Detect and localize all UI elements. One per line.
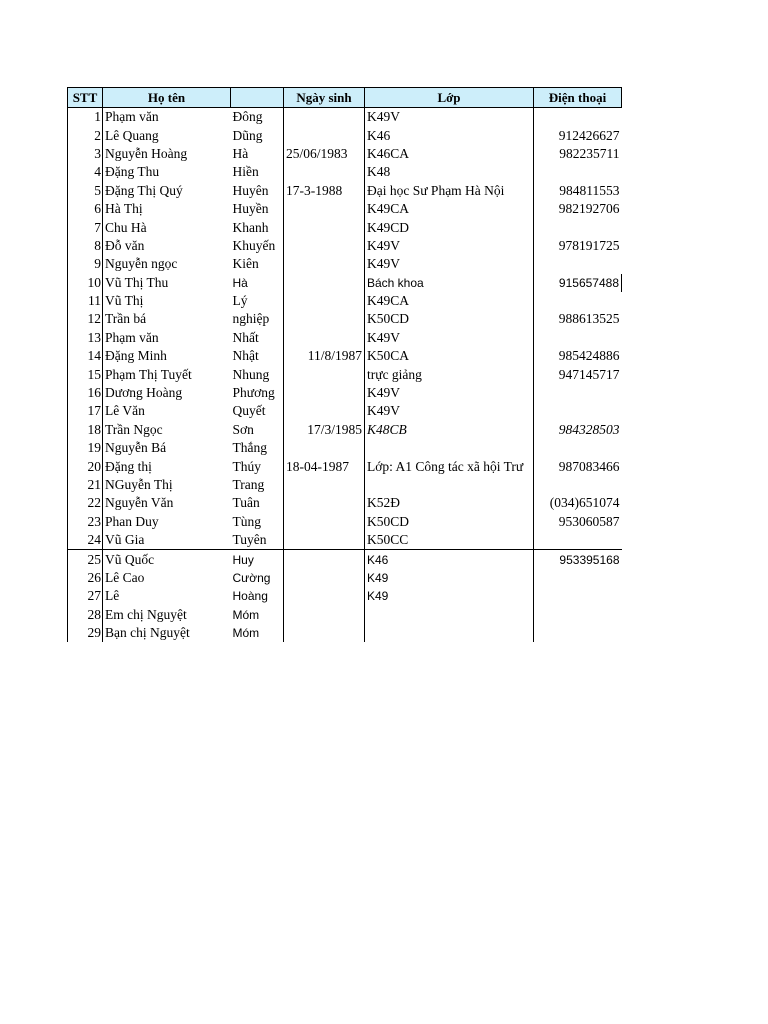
- row-ho: Nguyễn Hoàng: [105, 145, 188, 161]
- row-ten: Đông: [231, 108, 284, 127]
- row-lop: K46: [365, 126, 534, 144]
- row-ten: Quyết: [231, 402, 284, 420]
- row-ten: Hà: [231, 274, 284, 292]
- table-row: [68, 200, 622, 218]
- row-stt: 6: [68, 200, 103, 218]
- row-ngay-sinh: 11/8/1987: [284, 347, 365, 365]
- row-stt: 8: [68, 237, 103, 255]
- row-ten: Nhất: [231, 329, 284, 347]
- row-stt: 20: [68, 457, 103, 475]
- row-ngay-sinh: 17-3-1988: [284, 182, 365, 200]
- row-dien-thoai: 984811553: [559, 182, 620, 198]
- row-lop: K50CD: [365, 513, 534, 531]
- row-lop: K50CA: [365, 347, 534, 365]
- row-ngay-sinh: [284, 274, 365, 292]
- row-ngay-sinh: [284, 126, 365, 144]
- row-lop: K52Đ: [365, 494, 534, 512]
- table-row: [68, 126, 622, 144]
- table-row: [68, 476, 622, 494]
- table-row: [68, 145, 622, 163]
- row-stt: 27: [68, 587, 103, 605]
- row-ngay-sinh: [284, 531, 365, 550]
- row-lop: K49CA: [365, 200, 534, 218]
- row-stt: 10: [68, 274, 103, 292]
- row-lop: K46: [365, 550, 534, 569]
- table-row: [68, 421, 622, 439]
- table-row: [68, 457, 622, 475]
- row-dien-thoai: 953060587: [558, 513, 620, 529]
- row-lop: K49V: [365, 329, 534, 347]
- row-lop: K49CA: [365, 292, 534, 310]
- header-stt: STT: [68, 88, 103, 108]
- row-stt: 28: [68, 606, 103, 624]
- row-ho: NGuyễn Thị: [105, 477, 173, 492]
- row-lop: K48CB: [365, 421, 534, 439]
- row-ho: Vũ Thị Thu: [105, 274, 169, 290]
- row-ten: Dũng: [231, 126, 284, 144]
- row-stt: 21: [68, 476, 103, 494]
- row-lop: K49V: [365, 255, 534, 273]
- row-ho: Đỗ văn: [105, 237, 145, 253]
- row-ten: Tùng: [231, 513, 284, 531]
- row-stt: 23: [68, 513, 103, 531]
- row-lop: K49V: [365, 237, 534, 255]
- table-row: [68, 274, 622, 292]
- row-ten: Móm: [231, 624, 284, 642]
- row-dien-thoai: 984328503: [558, 421, 620, 437]
- row-ten: Huyền: [231, 200, 284, 218]
- row-dien-thoai: [534, 108, 622, 127]
- row-ho: Vũ Gia: [103, 531, 231, 550]
- row-lop: K50CD: [365, 310, 534, 328]
- row-ngay-sinh: [284, 402, 365, 420]
- row-dien-thoai: [534, 439, 622, 457]
- table-row: [68, 569, 622, 587]
- row-ten: Cường: [231, 569, 284, 587]
- table-row: [68, 347, 622, 365]
- row-lop: K49: [365, 569, 534, 587]
- row-dien-thoai: [534, 587, 622, 605]
- row-lop: Đại học Sư Phạm Hà Nội: [365, 182, 534, 200]
- row-ho: Đặng thị: [105, 458, 152, 474]
- row-ngay-sinh: [284, 255, 365, 273]
- row-stt: 18: [68, 421, 103, 439]
- row-dien-thoai: 947145717: [558, 366, 620, 382]
- row-ngay-sinh: [284, 439, 365, 457]
- row-ngay-sinh: [284, 310, 365, 328]
- row-ngay-sinh: [284, 550, 365, 569]
- row-lop: K49V: [365, 384, 534, 402]
- row-dien-thoai: 982235711: [559, 145, 620, 161]
- row-ho: Phạm Thị Tuyết: [105, 366, 192, 382]
- row-dien-thoai: [534, 624, 622, 642]
- row-ho: Phạm văn: [105, 329, 159, 345]
- row-dien-thoai: [534, 606, 622, 624]
- row-stt: 25: [68, 550, 103, 569]
- row-stt: 5: [68, 182, 103, 200]
- table-row: [68, 237, 622, 255]
- table-row: [68, 624, 622, 642]
- row-dien-thoai: 953395168: [559, 552, 620, 567]
- row-ten: Hiền: [231, 163, 284, 181]
- row-ho: Đặng Thu: [105, 164, 160, 180]
- table-row: [68, 292, 622, 310]
- row-ho: Nguyễn Bá: [105, 440, 167, 456]
- row-stt: 2: [68, 126, 103, 144]
- row-dien-thoai: 985424886: [558, 348, 620, 364]
- row-lop: K46CA: [365, 145, 534, 163]
- table-row: [68, 255, 622, 273]
- row-ten: Lý: [231, 292, 284, 310]
- row-lop: [365, 624, 534, 642]
- row-lop: Lớp: A1 Công tác xã hội Trư: [365, 457, 534, 475]
- spreadsheet: [67, 87, 622, 642]
- row-ngay-sinh: 17/3/1985: [284, 421, 365, 439]
- row-ten: Nhật: [231, 347, 284, 365]
- row-ngay-sinh: [284, 606, 365, 624]
- table-row: [68, 163, 622, 181]
- header-ten: [231, 88, 284, 108]
- row-dien-thoai: [534, 476, 622, 494]
- row-stt: 22: [68, 494, 103, 512]
- row-dien-thoai: (034)651074: [549, 495, 620, 511]
- row-ho: Phạm văn: [105, 109, 159, 125]
- row-ngay-sinh: [284, 292, 365, 310]
- row-stt: 7: [68, 218, 103, 236]
- row-lop: K49V: [365, 402, 534, 420]
- row-ngay-sinh: 25/06/1983: [284, 145, 365, 163]
- row-lop: [365, 476, 534, 494]
- row-ten: Khanh: [231, 218, 284, 236]
- header-ho-ten: Họ tên: [103, 88, 231, 108]
- row-ten: Nhung: [231, 365, 284, 383]
- row-ho: Lê Văn: [105, 403, 145, 419]
- row-stt: 13: [68, 329, 103, 347]
- table-row: [68, 494, 622, 512]
- row-ngay-sinh: [284, 365, 365, 383]
- row-ngay-sinh: [284, 587, 365, 605]
- row-ngay-sinh: [284, 513, 365, 531]
- table-row: [68, 310, 622, 328]
- table-row: [68, 384, 622, 402]
- row-stt: 11: [68, 292, 103, 310]
- row-ten: Tuân: [231, 494, 284, 512]
- row-dien-thoai: 988613525: [558, 311, 620, 327]
- row-ten: Tuyên: [231, 531, 284, 550]
- row-stt: 12: [68, 310, 103, 328]
- row-ho: Nguyễn Văn: [105, 495, 174, 511]
- row-stt: 3: [68, 145, 103, 163]
- row-dien-thoai: 978191725: [558, 237, 620, 253]
- table-row: [68, 108, 622, 127]
- row-lop: Bách khoa: [365, 274, 534, 292]
- row-dien-thoai: [534, 531, 622, 550]
- table-row: [68, 531, 622, 550]
- row-ho: Bạn chị Nguyệt: [105, 625, 190, 641]
- header-dien-thoai: Điện thoại: [534, 88, 622, 108]
- row-ngay-sinh: [284, 218, 365, 236]
- row-lop: K50CC: [365, 531, 534, 550]
- row-ten: Phương: [231, 384, 284, 402]
- row-ngay-sinh: [284, 624, 365, 642]
- row-stt: 16: [68, 384, 103, 402]
- row-stt: 29: [68, 624, 103, 642]
- row-ngay-sinh: [284, 108, 365, 127]
- table-row: [68, 550, 622, 569]
- row-ho: Nguyễn ngọc: [105, 256, 178, 272]
- row-ngay-sinh: [284, 329, 365, 347]
- row-ten: nghiệp: [231, 310, 284, 328]
- row-lop: [365, 439, 534, 457]
- row-ho: Dương Hoàng: [105, 385, 183, 401]
- row-ten: Khuyến: [231, 237, 284, 255]
- row-lop: K49: [365, 587, 534, 605]
- row-ngay-sinh: 18-04-1987: [284, 457, 365, 475]
- header-lop: Lớp: [365, 88, 534, 108]
- header-ngay-sinh: Ngày sinh: [284, 88, 365, 108]
- row-ho: Phan Duy: [105, 513, 159, 529]
- row-ho: Chu Hà: [105, 219, 147, 235]
- row-ho: Lê Cao: [105, 569, 145, 585]
- row-ten: Kiên: [231, 255, 284, 273]
- table-row: [68, 439, 622, 457]
- row-stt: 1: [68, 108, 103, 127]
- row-lop: K49CD: [365, 218, 534, 236]
- row-dien-thoai: [534, 569, 622, 587]
- row-ngay-sinh: [284, 237, 365, 255]
- row-ngay-sinh: [284, 494, 365, 512]
- row-ho: Lê Quang: [105, 127, 159, 143]
- row-dien-thoai: [534, 384, 622, 402]
- row-stt: 26: [68, 569, 103, 587]
- row-lop: trực giảng: [365, 365, 534, 383]
- row-ten: Hoàng: [231, 587, 284, 605]
- row-lop: K49V: [365, 108, 534, 127]
- row-dien-thoai: 987083466: [558, 458, 620, 474]
- row-ho: Đặng Minh: [105, 348, 167, 364]
- table-row: [68, 182, 622, 200]
- row-dien-thoai: 912426627: [558, 127, 620, 143]
- row-ten: Thúy: [231, 457, 284, 475]
- row-dien-thoai: 915657488: [534, 274, 622, 292]
- table-row: [68, 218, 622, 236]
- row-stt: 24: [68, 531, 103, 550]
- row-stt: 14: [68, 347, 103, 365]
- row-dien-thoai: 982192706: [558, 201, 620, 217]
- row-lop: [365, 606, 534, 624]
- row-ho: Em chị Nguyệt: [105, 606, 187, 622]
- row-dien-thoai: [534, 402, 622, 420]
- table-row: [68, 329, 622, 347]
- row-dien-thoai: [534, 163, 622, 181]
- row-stt: 17: [68, 402, 103, 420]
- table-row: [68, 587, 622, 605]
- row-ho: Trần Ngọc: [105, 421, 163, 437]
- table-row: [68, 513, 622, 531]
- row-ngay-sinh: [284, 569, 365, 587]
- row-ho: Vũ Quốc: [105, 551, 155, 567]
- row-ten: Sơn: [231, 421, 284, 439]
- row-dien-thoai: [534, 292, 622, 310]
- table-row: [68, 606, 622, 624]
- row-stt: 15: [68, 365, 103, 383]
- row-ho: Hà Thị: [105, 201, 143, 217]
- row-ho: Đặng Thị Quý: [105, 182, 183, 198]
- table-row: [68, 402, 622, 420]
- row-ho: Lê: [105, 588, 120, 604]
- row-ngay-sinh: [284, 476, 365, 494]
- row-ten: Móm: [231, 606, 284, 624]
- row-dien-thoai: [534, 255, 622, 273]
- row-ten: Trang: [231, 476, 284, 494]
- row-ngay-sinh: [284, 163, 365, 181]
- row-ten: Thắng: [231, 439, 284, 457]
- student-table: [67, 87, 622, 642]
- row-lop: K48: [365, 163, 534, 181]
- row-ho: Vũ Thị: [105, 293, 144, 309]
- row-ngay-sinh: [284, 200, 365, 218]
- table-row: [68, 365, 622, 383]
- row-ho: Trần bá: [105, 311, 147, 327]
- header-row: [68, 88, 622, 108]
- row-ngay-sinh: [284, 384, 365, 402]
- row-ten: Hà: [231, 145, 284, 163]
- row-stt: 4: [68, 163, 103, 181]
- row-stt: 19: [68, 439, 103, 457]
- row-dien-thoai: [534, 218, 622, 236]
- row-stt: 9: [68, 255, 103, 273]
- row-dien-thoai: [534, 329, 622, 347]
- row-ten: Huyên: [231, 182, 284, 200]
- row-ten: Huy: [231, 550, 284, 569]
